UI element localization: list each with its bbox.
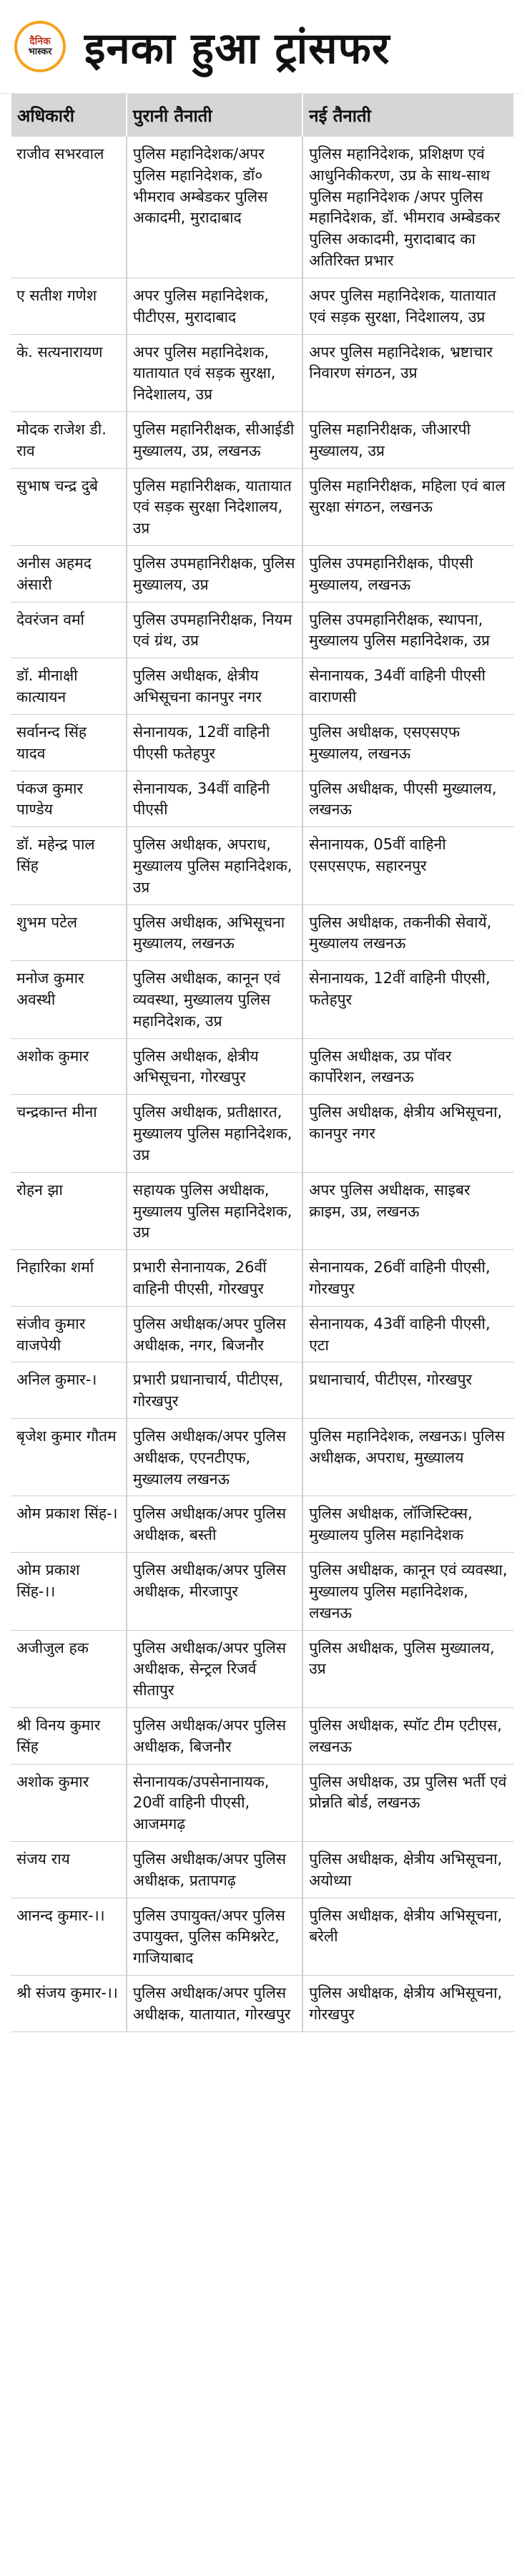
old-posting-cell: प्रभारी प्रधानाचार्य, पीटीएस, गोरखपुर <box>127 1362 302 1419</box>
logo-inner <box>17 24 63 69</box>
officer-name-cell: सर्वानन्द सिंह यादव <box>11 714 127 771</box>
new-posting-cell: पुलिस अधीक्षक, पुलिस मुख्यालय, उप्र <box>302 1630 514 1707</box>
old-posting-cell: पुलिस अधीक्षक/अपर पुलिस अधीक्षक, एएनटीएफ, मुख्यालय लखनऊ <box>127 1419 302 1496</box>
new-posting-cell: सेनानायक, 12वीं वाहिनी पीएसी, फतेहपुर <box>302 961 514 1038</box>
new-posting-cell: पुलिस अधीक्षक, एसएसएफ मुख्यालय, लखनऊ <box>302 714 514 771</box>
officer-name-cell: पंकज कुमार पाण्डेय <box>11 771 127 827</box>
old-posting-cell: पुलिस अधीक्षक, क्षेत्रीय अभिसूचना कानपुर नगर <box>127 658 302 715</box>
header-new-posting: नई तैनाती <box>302 94 514 137</box>
table-row <box>11 1553 514 1630</box>
table-row <box>11 1419 514 1496</box>
new-posting-cell: अपर पुलिस अधीक्षक, साइबर क्राइम, उप्र, लखनऊ <box>302 1172 514 1249</box>
old-posting-cell: पुलिस महानिदेशक/अपर पुलिस महानिदेशक, डॉ० भीमराव अम्बेडकर पुलिस अकादमी, मुरादाबाद <box>127 137 302 278</box>
new-posting-cell: पुलिस अधीक्षक, स्पॉट टीम एटीएस, लखनऊ <box>302 1707 514 1764</box>
table-row <box>11 546 514 602</box>
table-row <box>11 1764 514 1841</box>
new-posting-cell: पुलिस अधीक्षक, लॉजिस्टिक्स, मुख्यालय पुलिस महानिदेशक <box>302 1496 514 1553</box>
officer-name-cell: संजय राय <box>11 1842 127 1898</box>
new-posting-cell: पुलिस अधीक्षक, क्षेत्रीय अभिसूचना, गोरखपुर <box>302 1976 514 2032</box>
table-row <box>11 468 514 545</box>
old-posting-cell: पुलिस उपायुक्त/अपर पुलिस उपायुक्त, पुलिस कमिश्नरेट, गाजियाबाद <box>127 1898 302 1975</box>
table-row <box>11 1095 514 1172</box>
officer-name-cell: डॉ. मीनाक्षी कात्यायन <box>11 658 127 715</box>
officer-name-cell: के. सत्यनारायण <box>11 334 127 411</box>
table-row <box>11 658 514 715</box>
old-posting-cell: पुलिस अधीक्षक/अपर पुलिस अधीक्षक, नगर, बिजनौर <box>127 1306 302 1362</box>
old-posting-cell: पुलिस अधीक्षक/अपर पुलिस अधीक्षक, यातायात, गोरखपुर <box>127 1976 302 2032</box>
officer-name-cell: अनिल कुमार-। <box>11 1362 127 1419</box>
table-row <box>11 411 514 468</box>
new-posting-cell: पुलिस अधीक्षक, कानून एवं व्यवस्था, मुख्यालय पुलिस महानिदेशक, लखनऊ <box>302 1553 514 1630</box>
table-row <box>11 1707 514 1764</box>
table-row <box>11 1842 514 1898</box>
old-posting-cell: पुलिस उपमहानिरीक्षक, पुलिस मुख्यालय, उप्र <box>127 546 302 602</box>
officer-name-cell: अशोक कुमार <box>11 1038 127 1095</box>
new-posting-cell: सेनानायक, 43वीं वाहिनी पीएसी, एटा <box>302 1306 514 1362</box>
officer-name-cell: डॉ. महेन्द्र पाल सिंह <box>11 827 127 904</box>
new-posting-cell: पुलिस अधीक्षक, क्षेत्रीय अभिसूचना, अयोध्या <box>302 1842 514 1898</box>
officer-name-cell: ए सतीश गणेश <box>11 278 127 334</box>
new-posting-cell: पुलिस महानिदेशक, लखनऊ। पुलिस अधीक्षक, अपराध, मुख्यालय <box>302 1419 514 1496</box>
officer-name-cell: मनोज कुमार अवस्थी <box>11 961 127 1038</box>
old-posting-cell: पुलिस अधीक्षक/अपर पुलिस अधीक्षक, सेन्ट्रल रिजर्व सीतापुर <box>127 1630 302 1707</box>
new-posting-cell: पुलिस महानिरीक्षक, जीआरपी मुख्यालय, उप्र <box>302 411 514 468</box>
new-posting-cell: अपर पुलिस महानिदेशक, भ्रष्टाचार निवारण संगठन, उप्र <box>302 334 514 411</box>
logo-line1: दैनिक <box>29 35 51 47</box>
old-posting-cell: सहायक पुलिस अधीक्षक, मुख्यालय पुलिस महानिदेशक, उप्र <box>127 1172 302 1249</box>
table-row <box>11 137 514 278</box>
officer-name-cell: शुभम पटेल <box>11 904 127 961</box>
officer-name-cell: अशोक कुमार <box>11 1764 127 1841</box>
table-row <box>11 602 514 658</box>
header-old-posting: पुरानी तैनाती <box>127 94 302 137</box>
officer-name-cell: सुभाष चन्द्र दुबे <box>11 468 127 545</box>
officer-name-cell: चन्द्रकान्त मीना <box>11 1095 127 1172</box>
officer-name-cell: श्री संजय कुमार-।। <box>11 1976 127 2032</box>
officer-name-cell: देवरंजन वर्मा <box>11 602 127 658</box>
table-row <box>11 334 514 411</box>
new-posting-cell: पुलिस उपमहानिरीक्षक, पीएसी मुख्यालय, लखनऊ <box>302 546 514 602</box>
officer-name-cell: रोहन झा <box>11 1172 127 1249</box>
new-posting-cell: अपर पुलिस महानिदेशक, यातायात एवं सड़क सुरक्षा, निदेशालय, उप्र <box>302 278 514 334</box>
officer-name-cell: ओम प्रकाश सिंह-।। <box>11 1553 127 1630</box>
table-row <box>11 771 514 827</box>
officer-name-cell: मोदक राजेश डी. राव <box>11 411 127 468</box>
table-row <box>11 1038 514 1095</box>
table-row <box>11 1630 514 1707</box>
transfer-table <box>10 94 515 2032</box>
officer-name-cell: अजीजुल हक <box>11 1630 127 1707</box>
table-row <box>11 1306 514 1362</box>
header-officer: अधिकारी <box>11 94 127 137</box>
new-posting-cell: पुलिस महानिरीक्षक, महिला एवं बाल सुरक्षा संगठन, लखनऊ <box>302 468 514 545</box>
new-posting-cell: सेनानायक, 05वीं वाहिनी एसएसएफ, सहारनपुर <box>302 827 514 904</box>
old-posting-cell: अपर पुलिस महानिदेशक, यातायात एवं सड़क सुरक्षा, निदेशालय, उप्र <box>127 334 302 411</box>
old-posting-cell: पुलिस अधीक्षक/अपर पुलिस अधीक्षक, बिजनौर <box>127 1707 302 1764</box>
officer-name-cell: श्री विनय कुमार सिंह <box>11 1707 127 1764</box>
old-posting-cell: पुलिस अधीक्षक, प्रतीक्षारत, मुख्यालय पुलिस महानिदेशक, उप्र <box>127 1095 302 1172</box>
old-posting-cell: पुलिस अधीक्षक, अपराध, मुख्यालय पुलिस महानिदेशक, उप्र <box>127 827 302 904</box>
new-posting-cell: सेनानायक, 26वीं वाहिनी पीएसी, गोरखपुर <box>302 1250 514 1307</box>
officer-name-cell: निहारिका शर्मा <box>11 1250 127 1307</box>
old-posting-cell: पुलिस अधीक्षक, कानून एवं व्यवस्था, मुख्यालय पुलिस महानिदेशक, उप्र <box>127 961 302 1038</box>
table-row <box>11 714 514 771</box>
new-posting-cell: प्रधानाचार्य, पीटीएस, गोरखपुर <box>302 1362 514 1419</box>
table-row <box>11 1250 514 1307</box>
old-posting-cell: प्रभारी सेनानायक, 26वीं वाहिनी पीएसी, गोरखपुर <box>127 1250 302 1307</box>
officer-name-cell: आनन्द कुमार-।। <box>11 1898 127 1975</box>
table-header-row <box>11 94 514 137</box>
table-row <box>11 904 514 961</box>
table-row <box>11 1898 514 1975</box>
new-posting-cell: पुलिस अधीक्षक, क्षेत्रीय अभिसूचना, बरेली <box>302 1898 514 1975</box>
table-row <box>11 1496 514 1553</box>
table-row <box>11 1976 514 2032</box>
officer-name-cell: ओम प्रकाश सिंह-। <box>11 1496 127 1553</box>
new-posting-cell: पुलिस अधीक्षक, तकनीकी सेवायें, मुख्यालय लखनऊ <box>302 904 514 961</box>
old-posting-cell: सेनानायक, 12वीं वाहिनी पीएसी फतेहपुर <box>127 714 302 771</box>
new-posting-cell: पुलिस अधीक्षक, उप्र पॉवर कार्पोरेशन, लखनऊ <box>302 1038 514 1095</box>
page-title: इनका हुआ ट्रांसफर <box>84 24 390 74</box>
new-posting-cell: पुलिस अधीक्षक, क्षेत्रीय अभिसूचना, कानपुर नगर <box>302 1095 514 1172</box>
officer-name-cell: अनीस अहमद अंसारी <box>11 546 127 602</box>
logo-line2: भास्कर <box>28 46 52 57</box>
new-posting-cell: सेनानायक, 34वीं वाहिनी पीएसी वाराणसी <box>302 658 514 715</box>
old-posting-cell: पुलिस अधीक्षक/अपर पुलिस अधीक्षक, मीरजापुर <box>127 1553 302 1630</box>
officer-name-cell: संजीव कुमार वाजपेयी <box>11 1306 127 1362</box>
old-posting-cell: पुलिस अधीक्षक/अपर पुलिस अधीक्षक, बस्ती <box>127 1496 302 1553</box>
old-posting-cell: पुलिस महानिरीक्षक, सीआईडी मुख्यालय, उप्र, लखनऊ <box>127 411 302 468</box>
old-posting-cell: पुलिस अधीक्षक, अभिसूचना मुख्यालय, लखनऊ <box>127 904 302 961</box>
table-row <box>11 1362 514 1419</box>
table-body <box>11 137 514 2031</box>
officer-name-cell: राजीव सभरवाल <box>11 137 127 278</box>
old-posting-cell: पुलिस महानिरीक्षक, यातायात एवं सड़क सुरक्षा निदेशालय, उप्र <box>127 468 302 545</box>
old-posting-cell: सेनानायक/उपसेनानायक, 20वीं वाहिनी पीएसी, आजमगढ़ <box>127 1764 302 1841</box>
old-posting-cell: अपर पुलिस महानिदेशक, पीटीएस, मुरादाबाद <box>127 278 302 334</box>
old-posting-cell: सेनानायक, 34वीं वाहिनी पीएसी <box>127 771 302 827</box>
dainik-bhaskar-logo <box>14 21 66 72</box>
new-posting-cell: पुलिस उपमहानिरीक्षक, स्थापना, मुख्यालय पुलिस महानिदेशक, उप्र <box>302 602 514 658</box>
old-posting-cell: पुलिस अधीक्षक/अपर पुलिस अधीक्षक, प्रतापगढ़ <box>127 1842 302 1898</box>
table-row <box>11 961 514 1038</box>
page-header <box>0 0 522 94</box>
old-posting-cell: पुलिस अधीक्षक, क्षेत्रीय अभिसूचना, गोरखपुर <box>127 1038 302 1095</box>
table-row <box>11 827 514 904</box>
old-posting-cell: पुलिस उपमहानिरीक्षक, नियम एवं ग्रंथ, उप्र <box>127 602 302 658</box>
table-row <box>11 1172 514 1249</box>
new-posting-cell: पुलिस महानिदेशक, प्रशिक्षण एवं आधुनिकीकरण, उप्र के साथ-साथ पुलिस महानिदेशक /अपर पुलिस महानिदेशक, डॉ. भीमराव अम्बेडकर पुलिस अकादमी, मुरादाबाद का अतिरिक्त प्रभार <box>302 137 514 278</box>
table-row <box>11 278 514 334</box>
officer-name-cell: बृजेश कुमार गौतम <box>11 1419 127 1496</box>
new-posting-cell: पुलिस अधीक्षक, उप्र पुलिस भर्ती एवं प्रोन्नति बोर्ड, लखनऊ <box>302 1764 514 1841</box>
new-posting-cell: पुलिस अधीक्षक, पीएसी मुख्यालय, लखनऊ <box>302 771 514 827</box>
